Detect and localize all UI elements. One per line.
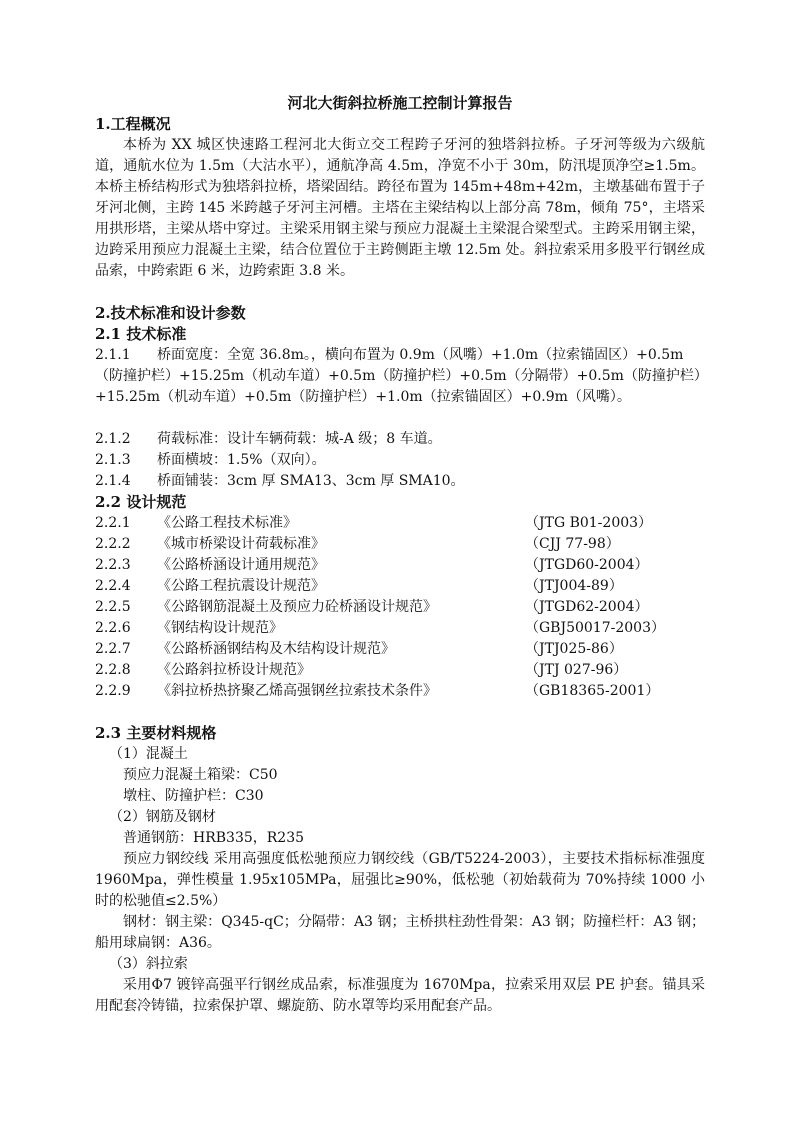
design-code-row [95,597,705,618]
overview-paragraph: 本桥为 XX 城区快速路工程河北大街立交工程跨子牙河的独塔斜拉桥。子牙河等级为六级航道，通航水位为 1.5m（大沽水平），通航净高 4.5m，净宽不小于 30m，防汛堤顶净空≥1.5m。本桥主桥结构形式为独塔斜拉桥，塔梁固结。跨径布置为 145m+48m+42m，主墩基础布置于子牙河北侧，主跨 145 米跨越子牙河主河槽。主塔在主梁结构以上部分高 78m，倾角 75°，主塔采用拱形塔，主梁从塔中穿过。主梁采用钢主梁与预应力混凝土主梁混合梁型式。主跨采用钢主梁，边跨采用预应力混凝土主梁，结合位置位于主跨侧距主墩 12.5m 处。斜拉索采用多股平行钢丝成品索，中跨索距 6 米，边跨索距 3.8 米。 [95,137,705,279]
code-id: （CJJ 77-98） [525,536,620,552]
material-line: 普通钢筋：HRB335，R235 [123,830,305,846]
code-number: 2.2.2 [95,536,131,552]
material-paragraph: 采用Φ7 镀锌高强平行钢丝成品索，标准强度为 1670Mpa，拉索采用双层 PE 护套。锚具采用配套冷铸锚，拉索保护罩、螺旋筋、防水罩等均采用配套产品。 [95,977,705,1014]
code-name: 《城市桥梁设计荷载标准》 [157,536,325,552]
code-id: （JTGD62-2004） [525,599,649,615]
code-name: 《斜拉桥热挤聚乙烯高强钢丝拉索技术条件》 [157,683,437,699]
code-number: 2.2.3 [95,557,131,573]
material-group-label: （1）混凝土 [109,746,188,762]
material-line: 墩柱、防撞护栏：C30 [123,788,264,804]
design-code-row [95,555,705,576]
item-text: 荷载标准：设计车辆荷载：城-A 级；8 车道。 [157,431,442,447]
code-number: 2.2.7 [95,641,131,657]
code-name: 《公路工程抗震设计规范》 [157,578,325,594]
item-number: 2.1.4 [95,473,131,489]
design-code-row [95,576,705,597]
item-text: 桥面横坡：1.5%（双向）。 [157,452,326,468]
item-text: 桥面铺装：3cm 厚 SMA13、3cm 厚 SMA10。 [157,473,465,489]
tech-standard-item [95,345,705,408]
subsection-heading-design-codes: 2.2 设计规范 [95,493,187,511]
section-heading-standards: 2.技术标准和设计参数 [95,304,246,322]
document-title: 河北大街斜拉桥施工控制计算报告 [287,94,513,112]
item-text: 桥面宽度：全宽 36.8m。，横向布置为 0.9m（风嘴）+1.0m（拉索锚固区）+0.5m（防撞护栏）+15.25m（机动车道）+0.5m（防撞护栏）+0.5m（分隔带）+0.5m（防撞护栏）+15.25m（机动车道）+0.5m（防撞护栏）+1.0m（拉索锚固区）+0.9m（风嘴）。 [95,347,701,405]
code-number: 2.2.4 [95,578,131,594]
code-name: 《公路桥涵设计通用规范》 [157,557,325,573]
document-page [95,92,705,1017]
design-code-row [95,639,705,660]
spacer [95,702,705,723]
design-code-row [95,660,705,681]
code-name: 《公路钢筋混凝土及预应力砼桥涵设计规范》 [157,599,437,615]
code-id: （JTJ 027-96） [525,662,628,678]
tech-standard-item [95,471,705,492]
code-id: （GB18365-2001） [525,683,660,699]
code-name: 《公路斜拉桥设计规范》 [157,662,311,678]
section-heading-overview: 1.工程概况 [95,115,171,133]
code-name: 《公路工程技术标准》 [157,515,297,531]
code-name: 《钢结构设计规范》 [157,620,283,636]
design-code-row [95,618,705,639]
code-number: 2.2.6 [95,620,131,636]
code-number: 2.2.5 [95,599,131,615]
code-number: 2.2.1 [95,515,131,531]
design-code-row [95,534,705,555]
code-number: 2.2.8 [95,662,131,678]
material-group-label: （3）斜拉索 [109,956,188,972]
design-code-row [95,681,705,702]
code-id: （JTGD60-2004） [525,557,649,573]
item-number: 2.1.2 [95,431,131,447]
code-id: （JTJ025-86） [525,641,623,657]
spacer [95,408,705,429]
tech-standard-item [95,450,705,471]
code-id: （JTG B01-2003） [525,515,653,531]
material-paragraph: 预应力钢绞线 采用高强度低松驰预应力钢绞线（GB/T5224-2003），主要技术指标标准强度 1960Mpa，弹性模量 1.95x105MPa，屈强比≥90%，低松驰（初始载荷为 70%持续 1000 小时的松驰值≤2.5%） [95,851,705,909]
subsection-heading-tech-standards: 2.1 技术标准 [95,325,187,343]
material-paragraph: 钢材：钢主梁：Q345-qC；分隔带：A3 钢；主桥拱柱劲性骨架：A3 钢；防撞栏杆：A3 钢；船用球扁钢：A36。 [95,914,705,951]
design-code-row [95,513,705,534]
tech-standard-item [95,429,705,450]
item-number: 2.1.1 [95,347,131,363]
spacer [95,282,705,303]
material-line: 预应力混凝土箱梁：C50 [123,767,278,783]
code-id: （GBJ50017-2003） [525,620,665,636]
material-group-label: （2）钢筋及钢材 [109,809,216,825]
code-id: （JTJ004-89） [525,578,623,594]
item-number: 2.1.3 [95,452,131,468]
code-name: 《公路桥涵钢结构及木结构设计规范》 [157,641,395,657]
code-number: 2.2.9 [95,683,131,699]
subsection-heading-materials: 2.3 主要材料规格 [95,724,217,742]
